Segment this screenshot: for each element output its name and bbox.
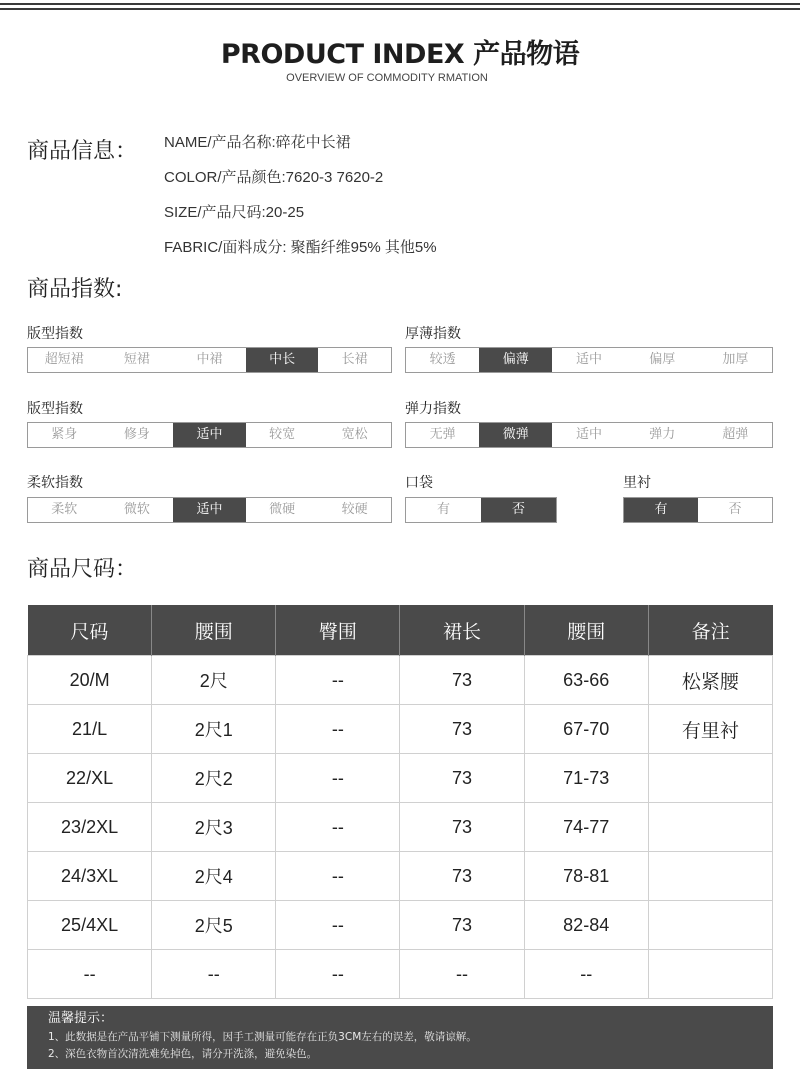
cell-hip: -- [276,950,400,999]
gauge-option: 否 [481,498,556,522]
cell-hip: -- [276,901,400,950]
cell-skirt-length: 73 [400,754,524,803]
header-notes: 备注 [648,605,772,656]
gauge-option: 较硬 [341,502,368,517]
gauge-fit-width [27,422,392,448]
cell-waist-cm: 63-66 [524,656,648,705]
tips-line-2: 2、深色衣物首次清洗难免掉色，请分开洗涤，避免染色。 [48,1048,318,1060]
gauge-option: 紧身 [51,427,78,442]
cell-waist: 2尺 [152,656,276,705]
cell-waist: 2尺3 [152,803,276,852]
cell-size: 23/2XL [28,803,152,852]
gauge-option: 适中 [576,427,603,442]
table-row [28,656,773,705]
cell-skirt-length: 73 [400,705,524,754]
gauge-option: 适中 [173,498,246,522]
header-size: 尺码 [28,605,152,656]
table-row [28,901,773,950]
gauge-option: 无弹 [429,427,456,442]
gauge-label-lining: 里衬 [623,475,651,491]
size-table-body [28,656,773,999]
size-table-header [28,605,773,656]
cell-waist-cm: 78-81 [524,852,648,901]
cell-waist-cm: 82-84 [524,901,648,950]
cell-notes: 有里衬 [648,705,772,754]
cell-notes: 松紧腰 [648,656,772,705]
cell-size: 24/3XL [28,852,152,901]
cell-waist: -- [152,950,276,999]
cell-waist-cm: 71-73 [524,754,648,803]
cell-hip: -- [276,754,400,803]
top-rule-second [0,8,800,10]
gauge-option: 有 [624,498,698,522]
header-skirt-length: 裙长 [400,605,524,656]
gauge-option: 加厚 [722,352,749,367]
gauge-option: 中裙 [196,352,223,367]
header-waist: 腰围 [152,605,276,656]
info-section-label: 商品信息： [27,139,138,164]
info-size: SIZE/产品尺码:20-25 [164,204,305,221]
gauge-option: 微弹 [479,423,552,447]
gauge-label-fit-length: 版型指数 [27,326,83,342]
gauge-option: 较宽 [269,427,296,442]
gauge-thickness [405,347,773,373]
page-title: PRODUCT INDEX 产品物语 [220,39,580,70]
cell-waist: 2尺5 [152,901,276,950]
cell-size: 21/L [28,705,152,754]
cell-hip: -- [276,852,400,901]
gauge-option: 长裙 [341,352,368,367]
cell-waist-cm: 74-77 [524,803,648,852]
cell-waist: 2尺4 [152,852,276,901]
cell-skirt-length: 73 [400,656,524,705]
gauge-label-elasticity: 弹力指数 [405,401,461,417]
info-lines [164,131,437,271]
gauge-option: 有 [436,502,450,517]
gauge-lining [623,497,773,523]
cell-hip: -- [276,656,400,705]
size-table [27,605,773,999]
gauge-pocket [405,497,557,523]
cell-size: 22/XL [28,754,152,803]
gauge-option: 否 [728,502,742,517]
tips-line-1: 1、此数据是在产品平铺下测量所得，因手工测量可能存在正负3CM左右的误差，敬请谅解。 [48,1031,477,1043]
gauge-option: 较透 [429,352,456,367]
cell-hip: -- [276,803,400,852]
gauge-option: 中长 [246,348,319,372]
gauge-fit-length [27,347,392,373]
cell-notes [648,803,772,852]
gauge-option: 微硬 [269,502,296,517]
cell-notes [648,852,772,901]
top-rule [0,3,800,5]
cell-skirt-length: 73 [400,901,524,950]
gauge-option: 超短裙 [44,352,84,367]
cell-notes [648,901,772,950]
gauge-label-softness: 柔软指数 [27,475,83,491]
gauge-option: 适中 [576,352,603,367]
cell-waist-cm: 67-70 [524,705,648,754]
gauge-option: 偏厚 [649,352,676,367]
tips-title: 温馨提示： [48,1011,114,1026]
table-row [28,950,773,999]
cell-notes [648,950,772,999]
cell-waist-cm: -- [524,950,648,999]
gauge-option: 弹力 [649,427,676,442]
table-row [28,705,773,754]
gauge-option: 微软 [123,502,150,517]
gauge-option: 超弹 [722,427,749,442]
gauge-option: 偏薄 [479,348,552,372]
table-row [28,754,773,803]
cell-skirt-length: -- [400,950,524,999]
gauge-elasticity [405,422,773,448]
header-waist-cm: 腰围 [524,605,648,656]
size-section-title: 商品尺码： [27,557,138,582]
header-hip: 臀围 [276,605,400,656]
cell-skirt-length: 73 [400,852,524,901]
info-fabric: FABRIC/面料成分: 聚酯纤维95% 其他5% [164,239,437,256]
cell-waist: 2尺2 [152,754,276,803]
page-subtitle: OVERVIEW OF COMMODITY RMATION [286,72,488,84]
cell-waist: 2尺1 [152,705,276,754]
cell-hip: -- [276,705,400,754]
gauge-option: 适中 [173,423,246,447]
gauge-option: 宽松 [341,427,368,442]
gauge-label-thickness: 厚薄指数 [405,326,461,342]
cell-size: -- [28,950,152,999]
gauge-label-fit-width: 版型指数 [27,401,83,417]
gauge-softness [27,497,392,523]
gauge-option: 短裙 [123,352,150,367]
cell-notes [648,754,772,803]
info-name: NAME/产品名称:碎花中长裙 [164,134,351,151]
table-row [28,852,773,901]
cell-size: 20/M [28,656,152,705]
gauge-option: 柔软 [51,502,78,517]
cell-size: 25/4XL [28,901,152,950]
info-color: COLOR/产品颜色:7620-3 7620-2 [164,169,384,186]
index-section-title: 商品指数: [27,277,123,302]
cell-skirt-length: 73 [400,803,524,852]
tips-panel [27,1006,773,1069]
gauge-label-pocket: 口袋 [405,475,433,491]
gauge-option: 修身 [123,427,150,442]
table-row [28,803,773,852]
